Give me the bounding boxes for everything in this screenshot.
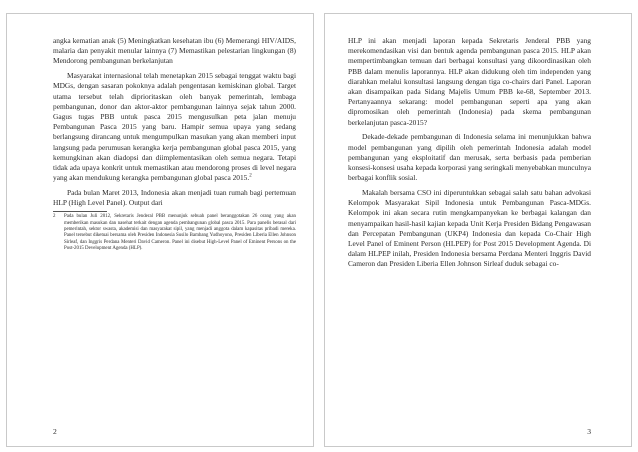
left-paragraph-2 <box>53 71 296 183</box>
left-page-text-area <box>53 36 296 420</box>
footnote <box>53 214 296 252</box>
right-paragraph-3: Makalah bersama CSO ini diperuntukkan sebagai salah satu bahan advokasi Kelompok Masyarakat Sipil Indonesia untuk Pembangunan Pasca-MDGs. Kelompok ini akan secara rutin mengkampanyekan ke berbagai kalangan dan menyampaikan hasil-hasil kajian kepada Unit Kerja Presiden Bidang Pengawasan dan Percepatan Pembangunan (UKP4) Indonesia dan kepada Co-Chair High Level Panel of Eminent Person (HLPEP) for Post 2015 Development Agenda. Di dalam HLPEP inilah, Presiden Indonesia bersama Perdana Menteri Inggris David Cameron dan Presiden Liberia Ellen Johnson Sirleaf duduk sebagai co- <box>348 188 591 269</box>
footnote-reference-marker: 2 <box>249 173 252 179</box>
left-paragraph-2-text: Masyarakat internasional telah menetapkan 2015 sebagai tenggat waktu bagi MDGs, dengan sasaran pokoknya adalah pengentasan kemiskinan global. Target utama tersebut telah diprioritaskan oleh banyak pemerintah, lembaga pembangunan, donor dan aktor-aktor pembangunan lainnya sejak tahun 2000. Gagus tugas PBB untuk pasca 2015 mengusulkan peta jalan menuju Pembangunan Pasca 2015 yang baru. Hampir semua upaya yang sedang berlangsung dirancang untuk mengumpulkan masukan yang akan memberi input langsung pada perumusan kerangka kerja pembangunan global pasca 2015, yang kemungkinan akan diadopsi dan diimplementasikan oleh semua negara. Tetapi tidak ada upaya konkrit untuk memastikan atau mendorong proses di level negara yang akan mendukung kerangka pembangunan global pasca 2015. <box>53 71 296 183</box>
footnote-text: Pada bulan Juli 2012, Sekretaris Jenderal PBB menunjuk sebuah panel beranggotakan 26 orang yang akan memberikan masukan dan nasehat terkait dengan agenda pembangunan global pasca 2015. Para panelis berasal dari pemerintah, sektor swasta, akademisi dan masyarakat sipil, yang menjadi anggota dalam kapasitas pribadi mereka. Panel tersebut diketuai bersama oleh Presiden Indonesia Susilo Bambang Yudhoyono, Presiden Liberia Ellen Johnson Sirleaf, dan Inggris Perdana Menteri David Cameron. Panel ini disebut High-Level Panel of Eminent Persons on the Post-2015 Development Agenda (HLP). <box>64 214 296 251</box>
footnote-divider <box>53 211 107 212</box>
right-page <box>324 13 632 447</box>
right-page-number: 3 <box>587 427 591 436</box>
left-paragraph-1: angka kematian anak (5) Meningkatkan kesehatan ibu (6) Memerangi HIV/AIDS, malaria dan penyakit menular lainnya (7) Memastikan pelestarian lingkungan (8) Mendorong pembangunan berkelanjutan <box>53 36 296 66</box>
right-paragraph-2: Dekade-dekade pembangunan di Indonesia selama ini menunjukkan bahwa model pembangunan yang dipilih oleh pemerintah Indonesia adalah model pembangunan yang eksploitatif dan merusak, serta berbasis pada pemberian konsesi-konsesi usaha kepada korporasi yang seringkali menyebabkan munculnya berbagai konflik sosial. <box>348 132 591 183</box>
footnote-number: 2 <box>53 214 56 220</box>
left-page <box>6 13 314 447</box>
left-paragraph-3: Pada bulan Maret 2013, Indonesia akan menjadi tuan rumah bagi pertemuan HLP (High Level Panel). Output dari <box>53 188 296 208</box>
left-page-number: 2 <box>53 427 57 436</box>
right-page-text-area <box>348 36 591 420</box>
right-paragraph-1: HLP ini akan menjadi laporan kepada Sekretaris Jenderal PBB yang merekomendasikan visi dan bentuk agenda pembangunan pasca 2015. HLP akan mempertimbangkan temuan dari berbagai konsultasi yang dikoordinasikan oleh PBB dalam menulis laporannya. HLP akan didukung oleh tim independen yang diarahkan melalui konsultasi langsung dengan tiga co-chairs dari Panel. Laporan akan disampaikan pada Sidang Majelis Umum PBB ke-68, September 2013. Pertanyaannya sekarang: model pembangunan seperti apa yang akan dipromosikan oleh pemerintah (Indonesia) pada skema pembangunan berkelanjutan pasca-2015? <box>348 36 591 127</box>
